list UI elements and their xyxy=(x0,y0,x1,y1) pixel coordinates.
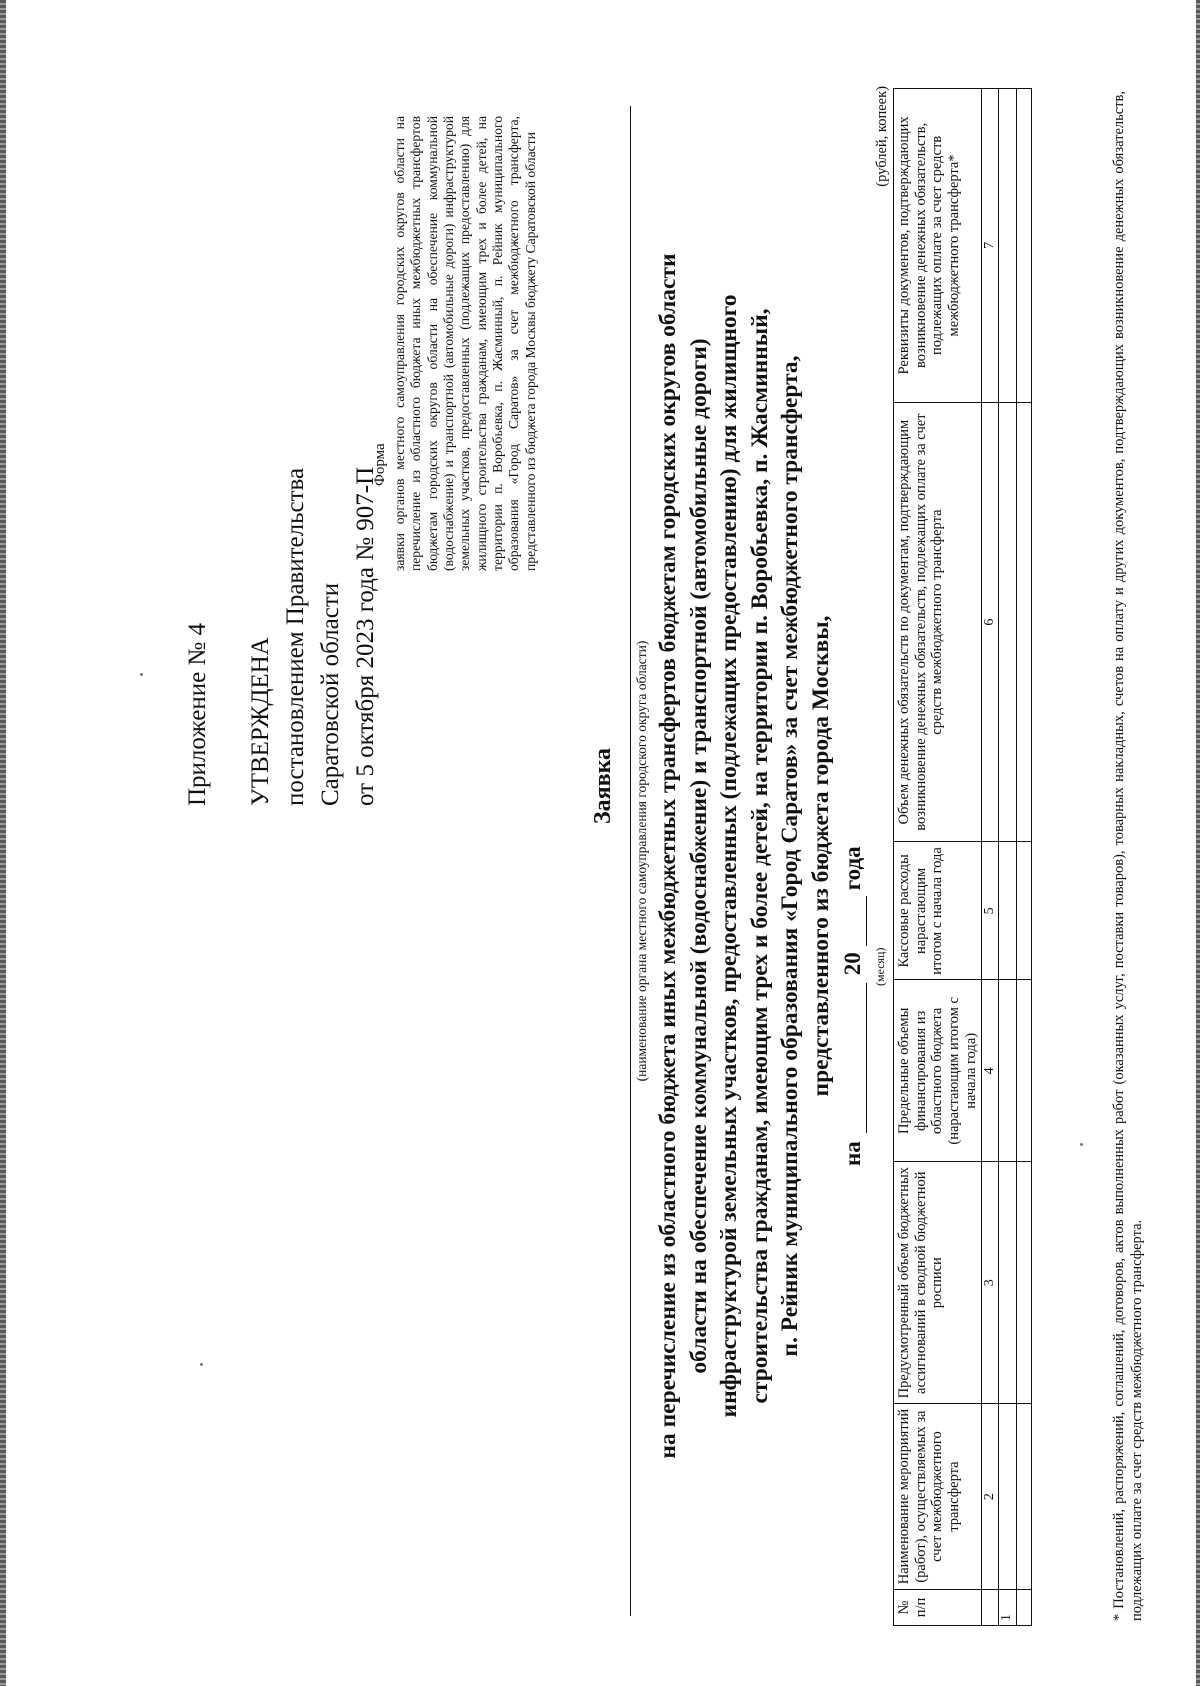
application-table xyxy=(893,88,1032,1626)
scan-speck xyxy=(140,673,143,676)
organization-name-hint: (наименование органа местного самоуправления городского округа области) xyxy=(634,640,649,1082)
table-cell xyxy=(1016,1404,1031,1590)
table-row xyxy=(999,89,1016,1626)
approved-line-2: Саратовской области xyxy=(317,582,344,806)
scan-speck xyxy=(200,1363,203,1366)
title-line: области на обеспечение коммунальной (водоснабжение) и транспортной (автомобильные дороги) xyxy=(685,338,712,1374)
scan-speck xyxy=(1080,1143,1083,1146)
column-number-row xyxy=(982,89,999,1626)
header-number: № п/п xyxy=(894,1590,982,1626)
period-suffix: года xyxy=(840,846,865,891)
column-number: 5 xyxy=(982,842,999,980)
appendix-number: Приложение № 4 xyxy=(184,622,211,806)
column-number xyxy=(982,1590,999,1626)
column-number: 7 xyxy=(982,89,999,403)
title-line: на перечисление из областного бюджета иных межбюджетных трансфертов бюджетам городских округов области xyxy=(655,253,681,1459)
title-line: представленного из бюджета города Москвы, xyxy=(807,615,834,1097)
table-cell xyxy=(1016,1590,1031,1626)
units-label: (рублей, копеек) xyxy=(874,86,890,187)
table-cell xyxy=(999,1404,1016,1590)
table-cell xyxy=(999,1162,1016,1404)
table-cell xyxy=(1016,402,1031,842)
month-blank xyxy=(840,983,867,1133)
header-activities: Наименование мероприятий (работ), осуществляемых за счет межбюджетного трансферта xyxy=(894,1404,982,1590)
approved-label: УТВЕРЖДЕНА xyxy=(247,637,274,806)
header-financing-limits: Предельные объемы финансирования из областного бюджета (нарастающим итогом с начала года) xyxy=(894,980,982,1162)
table-footnote: * Постановлений, распоряжений, соглашений, договоров, актов выполненных работ (оказанных услуг, поставки товаров), товарных накладных, счетов на оплату и других документов, подтверждающих возникновение денежных обязательств, подлежащих оплате за счет средств межбюджетного трансферта. xyxy=(1111,91,1146,1621)
header-cash-expenses: Кассовые расходы нарастающим итогом с начала года xyxy=(894,842,982,980)
column-number: 3 xyxy=(982,1162,999,1404)
table-cell xyxy=(999,89,1016,403)
month-hint: (месяц) xyxy=(873,947,887,986)
period-prefix: на xyxy=(840,1141,865,1166)
document-heading: Заявка xyxy=(590,747,616,825)
table-cell xyxy=(999,980,1016,1162)
title-line: строительства гражданам, имеющим трех и более детей, на территории п. Воробьевка, п. Жасминный, xyxy=(746,308,773,1404)
approved-line-3: от 5 октября 2023 года № 907-П xyxy=(352,466,379,806)
year-blank xyxy=(840,896,867,946)
form-label: Форма xyxy=(372,443,388,486)
table-cell: 1 xyxy=(999,1590,1016,1626)
column-number: 6 xyxy=(982,402,999,842)
organization-name-line xyxy=(628,106,631,1616)
approved-line-1: постановлением Правительства xyxy=(282,467,309,806)
table-cell xyxy=(1016,1162,1031,1404)
header-document-details: Реквизиты документов, подтверждающих возникновение денежных обязательств, подлежащих оплате за счет средств межбюджетного трансферта* xyxy=(894,89,982,403)
approval-block xyxy=(180,467,383,806)
period-line xyxy=(840,366,867,1166)
table-cell xyxy=(999,842,1016,980)
title-line: инфраструктурой земельных участков, предоставленных (подлежащих предоставлению) для жилищного xyxy=(716,294,743,1418)
column-number: 4 xyxy=(982,980,999,1162)
period-year-prefix: 20 xyxy=(840,952,865,976)
document-title xyxy=(653,56,836,1656)
column-number: 2 xyxy=(982,1404,999,1590)
form-description: заявки органов местного самоуправления городских округов области на перечисление из областного бюджета иных межбюджетных трансфертов бюджетам городских округов области на обеспечение коммунальной (водоснабжение) и транспортной (автомобильные дороги) инфраструктурой земельных участков, предоставленных (подлежащих предоставлению) для жилищного строительства гражданам, имеющим трех и более детей, на территории п. Воробьевка, п. Жасминный, п. Рейник муниципального образования «Город Саратов» за счет межбюджетного трансферта, представленного из бюджета города Москвы бюджету Саратовской области xyxy=(392,116,538,571)
table-cell xyxy=(1016,842,1031,980)
header-budget-allocations: Предусмотренный объем бюджетных ассигнований в сводной бюджетной росписи xyxy=(894,1162,982,1404)
header-obligations-volume: Объем денежных обязательств по документам, подтверждающим возникновение денежных обязательств, подлежащих оплате за счет средств межбюджетного трансферта xyxy=(894,402,982,842)
table-cell xyxy=(1016,980,1031,1162)
table-cell xyxy=(999,402,1016,842)
table-cell xyxy=(1016,89,1031,403)
table-header-row xyxy=(894,89,982,1626)
title-line: п. Рейник муниципального образования «Город Саратов» за счет межбюджетного трансферта, xyxy=(777,355,804,1357)
table-row xyxy=(1016,89,1031,1626)
